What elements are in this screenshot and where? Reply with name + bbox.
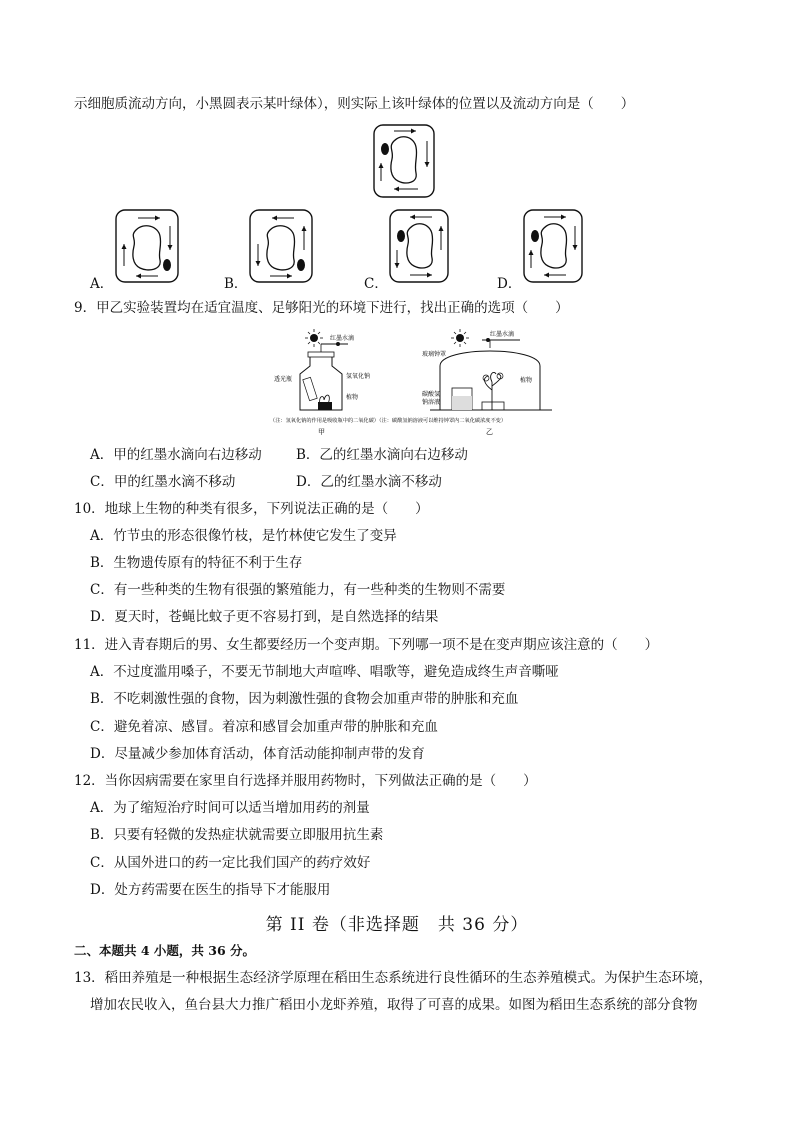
- q8-option-d-figure: [522, 208, 584, 284]
- jia-glass-label: 透光瓶: [274, 376, 293, 383]
- jia-plant-label: 植物: [346, 394, 359, 401]
- q8-option-a-figure: [114, 208, 180, 284]
- jia-naoh-label: 氢氧化钠: [346, 373, 371, 380]
- section-2-intro: 二、本题共 4 小题，共 36 分。: [74, 943, 256, 958]
- q11-option-a: A．不过度滥用嗓子，不要无节制地大声喧哗、唱歌等，避免造成终生声音嘶哑: [90, 664, 559, 680]
- section-2-title: 第 II 卷（非选择题 共 36 分）: [265, 915, 529, 935]
- q12-option-c: C．从国外进口的药一定比我们国产的药疗效好: [90, 855, 371, 871]
- q10-option-c: C．有一些种类的生物有很强的繁殖能力，有一些种类的生物则不需要: [90, 582, 506, 598]
- q9-stem: 9．甲乙实验装置均在适宜温度、足够阳光的环境下进行，找出正确的选项（ ）: [74, 300, 569, 316]
- yi-plant-label: 植物: [520, 377, 533, 384]
- q8-option-a-label: A．: [90, 276, 114, 292]
- q11-stem: 11．进入青春期后的男、女生都要经历一个变声期。下列哪一项不是在变声期应该注意的（ ）: [74, 637, 659, 653]
- q9-option-a: A．甲的红墨水滴向右边移动: [90, 447, 262, 463]
- yi-bell-label: 玻璃钟罩: [422, 351, 447, 358]
- q9-experiment-figure: [270, 326, 570, 438]
- yi-solution-label-2: 钠溶液: [422, 399, 441, 406]
- yi-caption: 乙: [486, 428, 493, 436]
- q8-option-c-label: C．: [364, 276, 388, 292]
- jia-caption: 甲: [318, 428, 325, 436]
- q8-option-b-figure: [248, 208, 314, 284]
- q12-option-b: B．只要有轻微的发热症状就需要立即服用抗生素: [90, 827, 384, 843]
- q11-option-b: B．不吃刺激性强的食物，因为刺激性强的食物会加重声带的肿胀和充血: [90, 691, 519, 707]
- yi-drop-label: 红墨水滴: [490, 331, 515, 338]
- sun-icon: [451, 329, 469, 347]
- q10-stem: 10．地球上生物的种类有很多，下列说法正确的是（ ）: [74, 501, 429, 517]
- q8-stem-continued: 示细胞质流动方向，小黑圆表示某叶绿体），则实际上该叶绿体的位置以及流动方向是（ ）: [74, 96, 635, 112]
- q12-stem: 12．当你因病需要在家里自行选择并服用药物时，下列做法正确的是（ ）: [74, 773, 537, 789]
- q9-option-d: D．乙的红墨水滴不移动: [296, 474, 442, 490]
- q8-option-c-figure: [388, 208, 450, 284]
- q13-stem-line-2: 增加农民收入，鱼台县大力推广稻田小龙虾养殖，取得了可喜的成果。如图为稻田生态系统的部分食物: [90, 997, 698, 1013]
- q10-option-b: B．生物遗传原有的特征不利于生存: [90, 555, 303, 571]
- q8-reference-cell-figure: [372, 123, 436, 199]
- sun-icon: [305, 329, 323, 347]
- jia-drop-label: 红墨水滴: [330, 335, 355, 342]
- q9-option-b: B．乙的红墨水滴向右边移动: [296, 447, 468, 463]
- q12-option-a: A．为了缩短治疗时间可以适当增加用药的剂量: [90, 800, 370, 816]
- q9-figure-note: （注：氢氧化钠的作用是吸收瓶中的二氧化碳）（注：碳酸氢钠溶液可以维持钟罩内二氧化碳浓度不变）: [270, 418, 507, 424]
- q10-option-d: D．夏天时，苍蝇比蚊子更不容易打到，是自然选择的结果: [90, 609, 439, 625]
- q10-option-a: A．竹节虫的形态很像竹枝，是竹林使它发生了变异: [90, 528, 397, 544]
- q8-option-b-label: B．: [224, 276, 248, 292]
- yi-solution-label-1: 碳酸氢: [422, 391, 441, 398]
- q11-option-c: C．避免着凉、感冒。着凉和感冒会加重声带的肿胀和充血: [90, 719, 438, 735]
- q11-option-d: D．尽量减少参加体育活动，体育活动能抑制声带的发育: [90, 746, 425, 762]
- q13-stem-line-1: 13．稻田养殖是一种根据生态经济学原理在稻田生态系统进行良性循环的生态养殖模式。为保护生态环境，: [74, 970, 713, 986]
- q12-option-d: D．处方药需要在医生的指导下才能服用: [90, 882, 331, 898]
- q9-option-c: C．甲的红墨水滴不移动: [90, 474, 236, 490]
- q8-option-d-label: D．: [497, 276, 522, 292]
